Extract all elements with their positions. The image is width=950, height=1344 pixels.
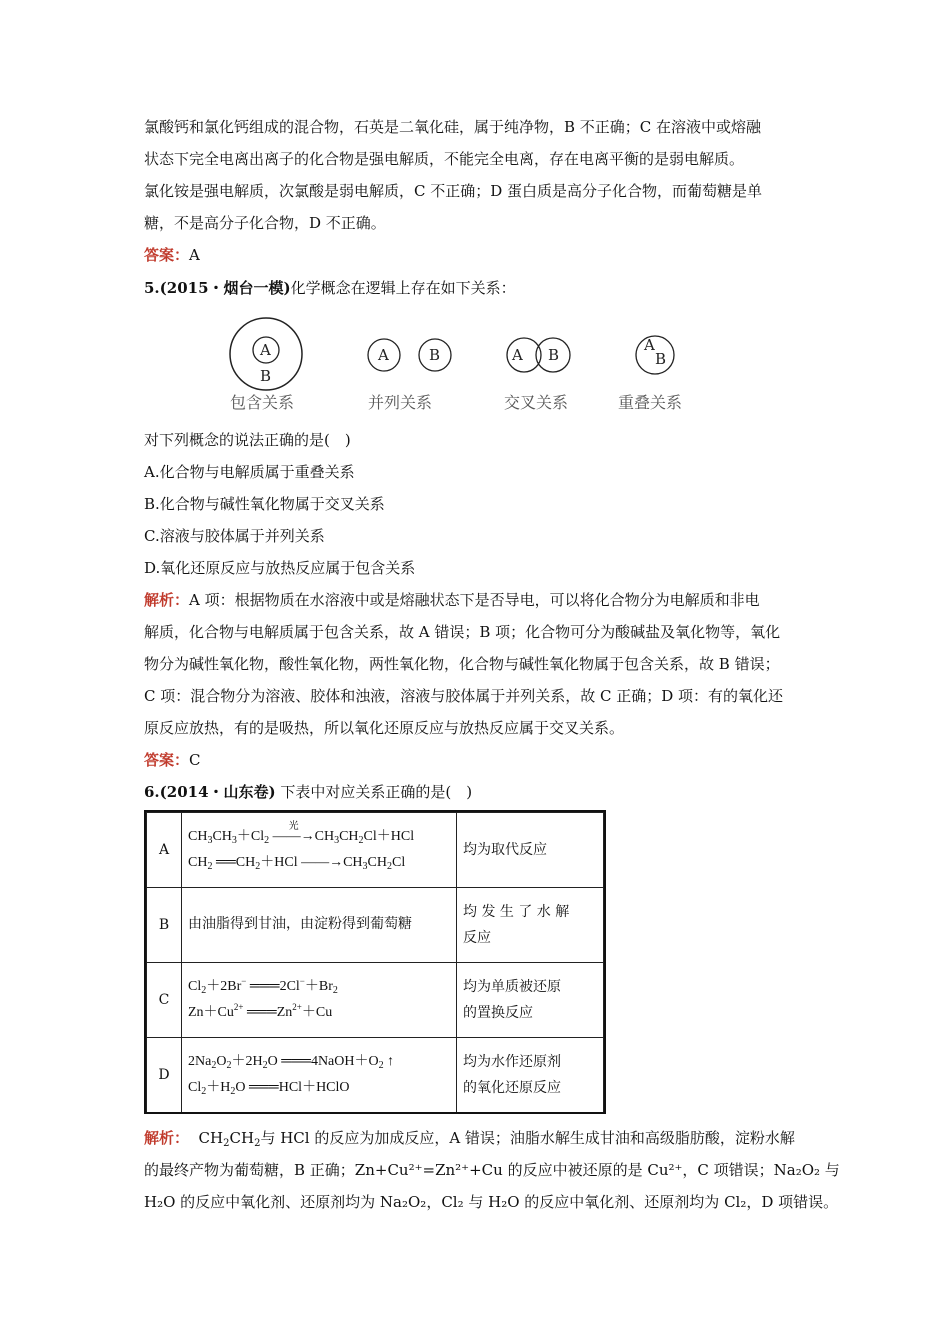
table-row — [147, 813, 604, 888]
table-row — [147, 1038, 604, 1113]
option-b: B.化合物与碱性氧化物属于交叉关系 — [144, 495, 385, 513]
paragraph-line: 氯酸钙和氯化钙组成的混合物，石英是二氧化硅，属于纯净物，B 不正确；C 在溶液中或熔融 — [144, 118, 762, 136]
reaction-cell: $2Na_2O_2+2H_2O$ $═══4NaOH+O_2$ ↑ $Cl_2+H_2O$ ═══HCl＋HClO — [182, 1038, 457, 1113]
light-label: 光 — [288, 821, 299, 832]
analysis-label: 解析： — [144, 1129, 190, 1147]
question-source: (2014・山东卷) — [159, 783, 276, 801]
letter-a: A — [378, 346, 389, 364]
paragraph-line: 状态下完全电离出离子的化合物是强电解质，不能完全电离，存在电离平衡的是弱电解质。 — [144, 150, 745, 168]
diagram-label: 重叠关系 — [618, 393, 683, 412]
analysis-text: A 项：根据物质在水溶液中或是熔融状态下是否导电，可以将化合物分为电解质和非电 — [189, 591, 760, 609]
result-text: 反应 — [463, 930, 491, 946]
table-row — [147, 888, 604, 963]
row-key: A — [147, 813, 182, 888]
reaction-table — [146, 812, 604, 1113]
letter-b: B — [429, 346, 441, 364]
option-a: A.化合物与电解质属于重叠关系 — [144, 463, 355, 481]
question-5-header — [144, 278, 516, 298]
result-text: 均为水作还原剂 — [463, 1054, 561, 1070]
diagram-label: 并列关系 — [368, 393, 433, 412]
row-key: C — [147, 963, 182, 1038]
table-row — [147, 963, 604, 1038]
question-source: (2015・烟台一模) — [159, 279, 291, 297]
question-stem: 下表中对应关系正确的是( ) — [275, 783, 473, 801]
option-d: D.氧化还原反应与放热反应属于包含关系 — [144, 559, 416, 577]
reaction-cell: 由油脂得到甘油，由淀粉得到葡萄糖 — [182, 888, 457, 963]
letter-b: B — [548, 346, 560, 364]
reaction-cell: $Cl_2+2Br^-$ $═══2Cl^-+Br_2$ $Zn+Cu^{2+}$ $═══Zn^{2+}+Cu$ — [182, 963, 457, 1038]
question-6-header — [144, 782, 472, 802]
result-cell — [457, 888, 604, 963]
letter-b: B — [655, 350, 667, 368]
answer-label: 答案： — [144, 246, 190, 264]
answer-value: C — [189, 751, 201, 769]
analysis-label: 解析： — [144, 591, 190, 609]
answer-line — [144, 750, 201, 770]
row-key: D — [147, 1038, 182, 1113]
row-key: B — [147, 888, 182, 963]
result-text: 均为单质被还原 — [463, 979, 561, 995]
result-cell — [457, 1038, 604, 1113]
analysis-line: C 项：混合物分为溶液、胶体和浊液，溶液与胶体属于并列关系，故 C 正确；D 项：有的氧化还 — [144, 687, 784, 705]
option-c: C.溶液与胶体属于并列关系 — [144, 527, 325, 545]
reaction-cell: $CH_3CH_3+Cl_2$ ——→ 光 $CH_3CH_2Cl+HCl$ $CH_2$ $══CH_2+HCl$ $——\to CH_3CH_2Cl$ — [182, 813, 457, 888]
result-text: 的氧化还原反应 — [463, 1080, 561, 1096]
letter-a: A — [644, 336, 655, 354]
letter-a: A — [260, 341, 271, 359]
question-number: 6. — [144, 783, 160, 801]
analysis-line: 物分为碱性氧化物，酸性氧化物，两性氧化物，化合物与碱性氧化物属于包含关系，故 B 错误； — [144, 655, 780, 673]
logic-relation-diagram — [222, 310, 702, 420]
result-text: 的置换反应 — [463, 1005, 533, 1021]
answer-label: 答案： — [144, 751, 190, 769]
question-5-prompt: 对下列概念的说法正确的是( ) — [144, 431, 351, 449]
analysis-line — [144, 590, 760, 610]
analysis-line: 解质，化合物与电解质属于包含关系，故 A 错误；B 项；化合物可分为酸碱盐及氧化物等，氧化 — [144, 623, 781, 641]
analysis-line: 原反应放热，有的是吸热，所以氧化还原反应与放热反应属于交叉关系。 — [144, 719, 625, 737]
question-number: 5. — [144, 279, 160, 297]
diagram-label: 包含关系 — [230, 393, 295, 412]
analysis-text: 与 HCl 的反应为加成反应，A 错误；油脂水解生成甘油和高级脂肪酸，淀粉水解 — [260, 1129, 795, 1147]
question-stem: 化学概念在逻辑上存在如下关系： — [290, 279, 516, 297]
answer-line — [144, 245, 200, 265]
analysis-line: 解析： $CH_2CH_2$与 HCl 的反应为加成反应，A 错误；油脂水解生成甘油和高级脂肪酸，淀粉水解 — [144, 1129, 795, 1149]
analysis-line: H₂O 的反应中氧化剂、还原剂均为 Na₂O₂，Cl₂ 与 H₂O 的反应中氧化剂、还原剂均为 Cl₂，D 项错误。 — [144, 1193, 839, 1211]
result-cell — [457, 963, 604, 1038]
result-cell: 均为取代反应 — [457, 813, 604, 888]
letter-b: B — [260, 367, 272, 385]
letter-a: A — [512, 346, 523, 364]
paragraph-line: 氯化铵是强电解质，次氯酸是弱电解质，C 不正确；D 蛋白质是高分子化合物，而葡萄糖是单 — [144, 182, 763, 200]
diagram-label: 交叉关系 — [504, 393, 569, 412]
paragraph-line: 糖，不是高分子化合物，D 不正确。 — [144, 214, 386, 232]
answer-value: A — [189, 246, 200, 264]
analysis-line: 的最终产物为葡萄糖，B 正确；Zn+Cu²⁺=Zn²⁺+Cu 的反应中被还原的是 Cu²⁺，C 项错误；Na₂O₂ 与 — [144, 1161, 840, 1179]
result-text: 均 发 生 了 水 解 — [463, 904, 570, 920]
